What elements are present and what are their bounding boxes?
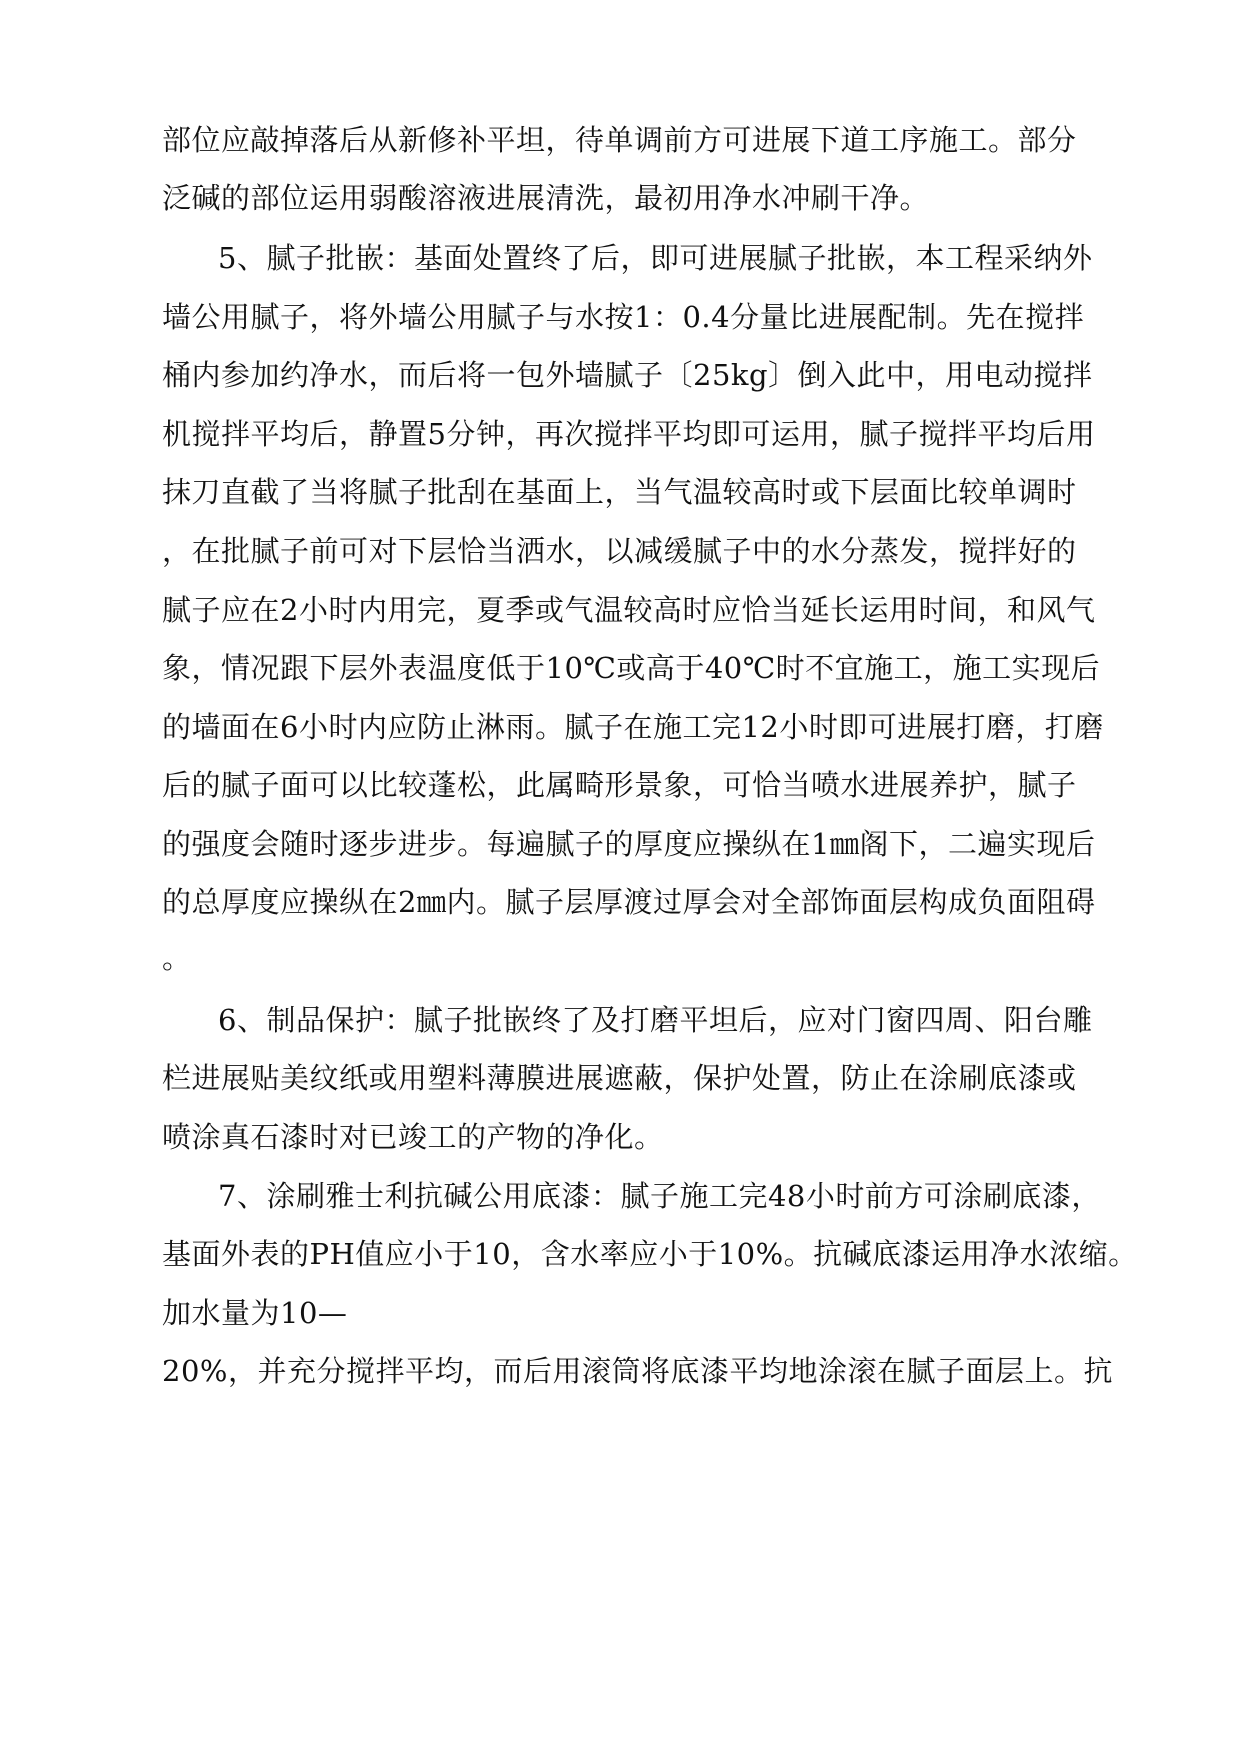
text-line: 加水量为10— xyxy=(162,1296,348,1330)
text-line: 墙公用腻子，将外墙公用腻子与水按1：0.4分量比进展配制。先在搅拌 xyxy=(162,300,1085,334)
text-line: 6、制品保护：腻子批嵌终了及打磨平坦后，应对门窗四周、阳台雕 xyxy=(218,1003,1093,1037)
text-line: 象，情况跟下层外表温度低于10℃或高于40℃时不宜施工，施工实现后 xyxy=(162,651,1101,685)
text-line: 的强度会随时逐步进步。每遍腻子的厚度应操纵在1㎜阁下，二遍实现后 xyxy=(162,827,1096,861)
text-line: ，在批腻子前可对下层恰当洒水，以减缓腻子中的水分蒸发，搅拌好的 xyxy=(162,534,1077,568)
text-line: 栏进展贴美纹纸或用塑料薄膜进展遮蔽，保护处置，防止在涂刷底漆或 xyxy=(162,1061,1077,1095)
text-line: 的墙面在6小时内应防止淋雨。腻子在施工完12小时即可进展打磨，打磨 xyxy=(162,710,1104,744)
text-line: 桶内参加约净水，而后将一包外墙腻子〔25kg〕倒入此中，用电动搅拌 xyxy=(162,358,1093,392)
text-line: 。 xyxy=(162,941,192,975)
text-line: 喷涂真石漆时对已竣工的产物的净化。 xyxy=(162,1120,664,1154)
text-line: 后的腻子面可以比较蓬松，此属畸形景象，可恰当喷水进展养护，腻子 xyxy=(162,768,1077,802)
text-line: 20%，并充分搅拌平均，而后用滚筒将底漆平均地涂滚在腻子面层上。抗 xyxy=(162,1354,1113,1388)
text-line: 7、涂刷雅士利抗碱公用底漆：腻子施工完48小时前方可涂刷底漆， xyxy=(218,1179,1101,1213)
text-line: 泛碱的部位运用弱酸溶液进展清洗，最初用净水冲刷干净。 xyxy=(162,181,930,215)
text-line: 的总厚度应操纵在2㎜内。腻子层厚渡过厚会对全部饰面层构成负面阻碍 xyxy=(162,885,1096,919)
text-line: 5、腻子批嵌：基面处置终了后，即可进展腻子批嵌，本工程采纳外 xyxy=(218,241,1093,275)
text-line: 基面外表的PH值应小于10，含水率应小于10%。抗碱底漆运用净水浓缩。 xyxy=(162,1237,1138,1271)
text-line: 抹刀直截了当将腻子批刮在基面上，当气温较高时或下层面比较单调时 xyxy=(162,475,1077,509)
text-line: 部位应敲掉落后从新修补平坦，待单调前方可进展下道工序施工。部分 xyxy=(162,123,1077,157)
text-line: 机搅拌平均后，静置5分钟，再次搅拌平均即可运用，腻子搅拌平均后用 xyxy=(162,417,1096,451)
text-line: 腻子应在2小时内用完，夏季或气温较高时应恰当延长运用时间，和风气 xyxy=(162,593,1096,627)
